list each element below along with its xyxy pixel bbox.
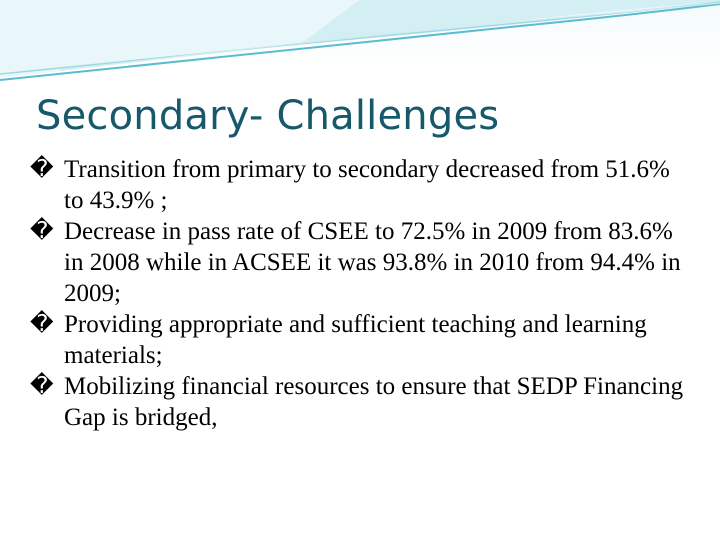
bullet-text: Transition from primary to secondary decreased from 51.6% to 43.9% ; — [64, 156, 670, 214]
bullet-marker-icon: � — [30, 311, 54, 337]
bullet-item — [30, 216, 690, 309]
header-wave-decoration — [0, 0, 720, 90]
bullet-marker-icon: � — [30, 156, 54, 182]
bullet-item — [30, 371, 690, 433]
bullet-item — [30, 309, 690, 371]
bullet-marker-icon: � — [30, 218, 54, 244]
bullet-item — [30, 154, 690, 216]
bullet-text: Mobilizing financial resources to ensure that SEDP Financing Gap is bridged, — [64, 373, 684, 431]
bullet-text: Decrease in pass rate of CSEE to 72.5% in 2009 from 83.6% in 2008 while in ACSEE it was 93.8% in 2010 from 94.4% in 2009; — [64, 218, 681, 307]
bullet-text: Providing appropriate and sufficient teaching and learning materials; — [64, 311, 647, 369]
bullet-marker-icon: � — [30, 373, 54, 399]
bullet-list — [30, 154, 690, 433]
slide-title: Secondary- Challenges — [36, 93, 500, 139]
